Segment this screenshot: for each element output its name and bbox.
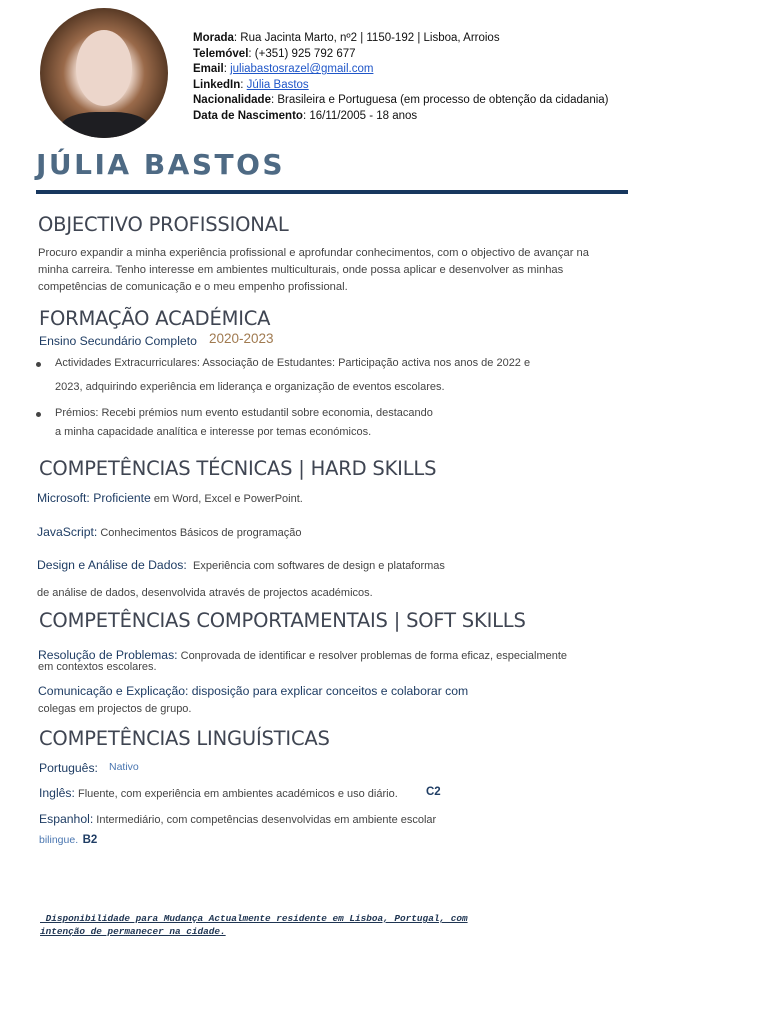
nationality-line — [193, 93, 609, 109]
nationality-value: : Brasileira e Portuguesa (em processo de obtenção da cidadania) — [270, 94, 609, 107]
address-label: Morada — [193, 32, 234, 44]
birth-label: Data de Nascimento — [193, 109, 303, 122]
photo-face — [76, 30, 132, 106]
communication-label: Comunicação e Explicação: disposição para explicar conceitos e colaborar com — [38, 684, 469, 698]
name-divider — [36, 190, 628, 194]
person-name: JÚLIA BASTOS — [36, 148, 286, 181]
birth-line — [193, 109, 609, 125]
phone-line — [193, 47, 609, 63]
microsoft-skill — [37, 489, 303, 507]
address-value: : Rua Jacinta Marto, nº2 | 1150-192 | Lisboa, Arroios — [233, 32, 500, 44]
awards-line1: Prémios: Recebi prémios num evento estudantil sobre economia, destacando — [55, 407, 433, 419]
spanish-text2: bilingue. — [39, 834, 79, 846]
english-text: Fluente, com experiência em ambientes académicos e uso diário. — [74, 788, 398, 800]
availability-line1: Disponibilidade para Mudança Actualmente residente em Lisboa, Portugal, com — [40, 913, 468, 924]
english-skill — [39, 784, 398, 802]
portuguese-label: Português: — [39, 761, 98, 775]
email-link[interactable]: juliabastosrazel@gmail.com — [230, 63, 374, 76]
spanish-level: B2 — [82, 834, 98, 846]
english-level: C2 — [426, 786, 441, 798]
degree-years: 2020-2023 — [209, 331, 274, 346]
problem-solving-label: Resolução de Problemas: — [38, 648, 178, 662]
spanish-skill — [39, 810, 436, 828]
email-label: Email — [193, 63, 224, 76]
english-label: Inglês: — [39, 786, 75, 800]
spanish-text: Intermediário, com competências desenvolvidas em ambiente escolar — [93, 814, 437, 826]
profile-photo — [40, 8, 168, 138]
photo-shirt — [60, 112, 150, 138]
communication-text2: colegas em projectos de grupo. — [38, 703, 192, 715]
degree-label: Ensino Secundário Completo — [39, 334, 197, 348]
languages-heading: COMPETÊNCIAS LINGUÍSTICAS — [39, 727, 330, 750]
design-text: Experiência com softwares de design e plataformas — [193, 560, 445, 572]
objective-line: Procuro expandir a minha experiência profissional e aprofundar conhecimentos, com o objectivo de avançar na — [38, 247, 589, 259]
spanish-line2 — [39, 830, 97, 848]
availability-note — [40, 913, 468, 938]
awards-line2: a minha capacidade analítica e interesse por temas económicos. — [55, 426, 372, 438]
bullet-dot — [36, 412, 41, 417]
design-text2: de análise de dados, desenvolvida através de projectos académicos. — [37, 587, 373, 599]
email-sep: : — [223, 63, 231, 76]
objective-line: competências de comunicação e o meu empenho profissional. — [38, 281, 348, 293]
email-line — [193, 62, 609, 78]
birth-value: : 16/11/2005 - 18 anos — [302, 109, 418, 122]
nationality-label: Nacionalidade — [193, 94, 271, 107]
javascript-text: Conhecimentos Básicos de programação — [97, 527, 302, 539]
spanish-label: Espanhol: — [39, 812, 94, 826]
linkedin-link[interactable]: Júlia Bastos — [246, 78, 309, 91]
objective-text — [38, 245, 638, 296]
javascript-label: JavaScript: — [37, 525, 98, 539]
problem-solving-text: Conprovada de identificar e resolver problemas de forma eficaz, especialmente — [177, 650, 568, 662]
portuguese-level: Nativo — [109, 761, 139, 773]
extracurricular-line1: Actividades Extracurriculares: Associação de Estudantes: Participação activa nos anos de 2022 e — [55, 357, 531, 369]
hard-skills-heading: COMPETÊNCIAS TÉCNICAS | HARD SKILLS — [39, 457, 437, 480]
linkedin-sep: : — [240, 78, 247, 91]
design-label: Design e Análise de Dados: — [37, 558, 187, 572]
linkedin-label: LinkedIn — [193, 78, 241, 91]
problem-solving-text2: em contextos escolares. — [38, 661, 157, 673]
soft-skills-heading: COMPETÊNCIAS COMPORTAMENTAIS | SOFT SKILLS — [39, 609, 526, 632]
contact-block — [193, 31, 609, 125]
education-heading: FORMAÇÃO ACADÉMICA — [39, 307, 271, 330]
objective-heading: OBJECTIVO PROFISSIONAL — [38, 213, 289, 236]
linkedin-line — [193, 78, 609, 94]
phone-label: Telemóvel — [193, 47, 249, 60]
bullet-dot — [36, 362, 41, 367]
objective-line: minha carreira. Tenho interesse em ambientes multiculturais, onde possa aplicar e desenvolver as minhas — [38, 264, 564, 276]
address-line — [193, 31, 609, 47]
phone-value: : (+351) 925 792 677 — [248, 47, 356, 60]
microsoft-label: Microsoft: Proficiente — [37, 491, 151, 505]
javascript-skill — [37, 523, 302, 541]
extracurricular-line2: 2023, adquirindo experiência em liderança e organização de eventos escolares. — [55, 381, 445, 393]
availability-line2: intenção de permanecer na cidade. — [40, 925, 226, 937]
microsoft-text: em Word, Excel e PowerPoint. — [150, 493, 303, 505]
